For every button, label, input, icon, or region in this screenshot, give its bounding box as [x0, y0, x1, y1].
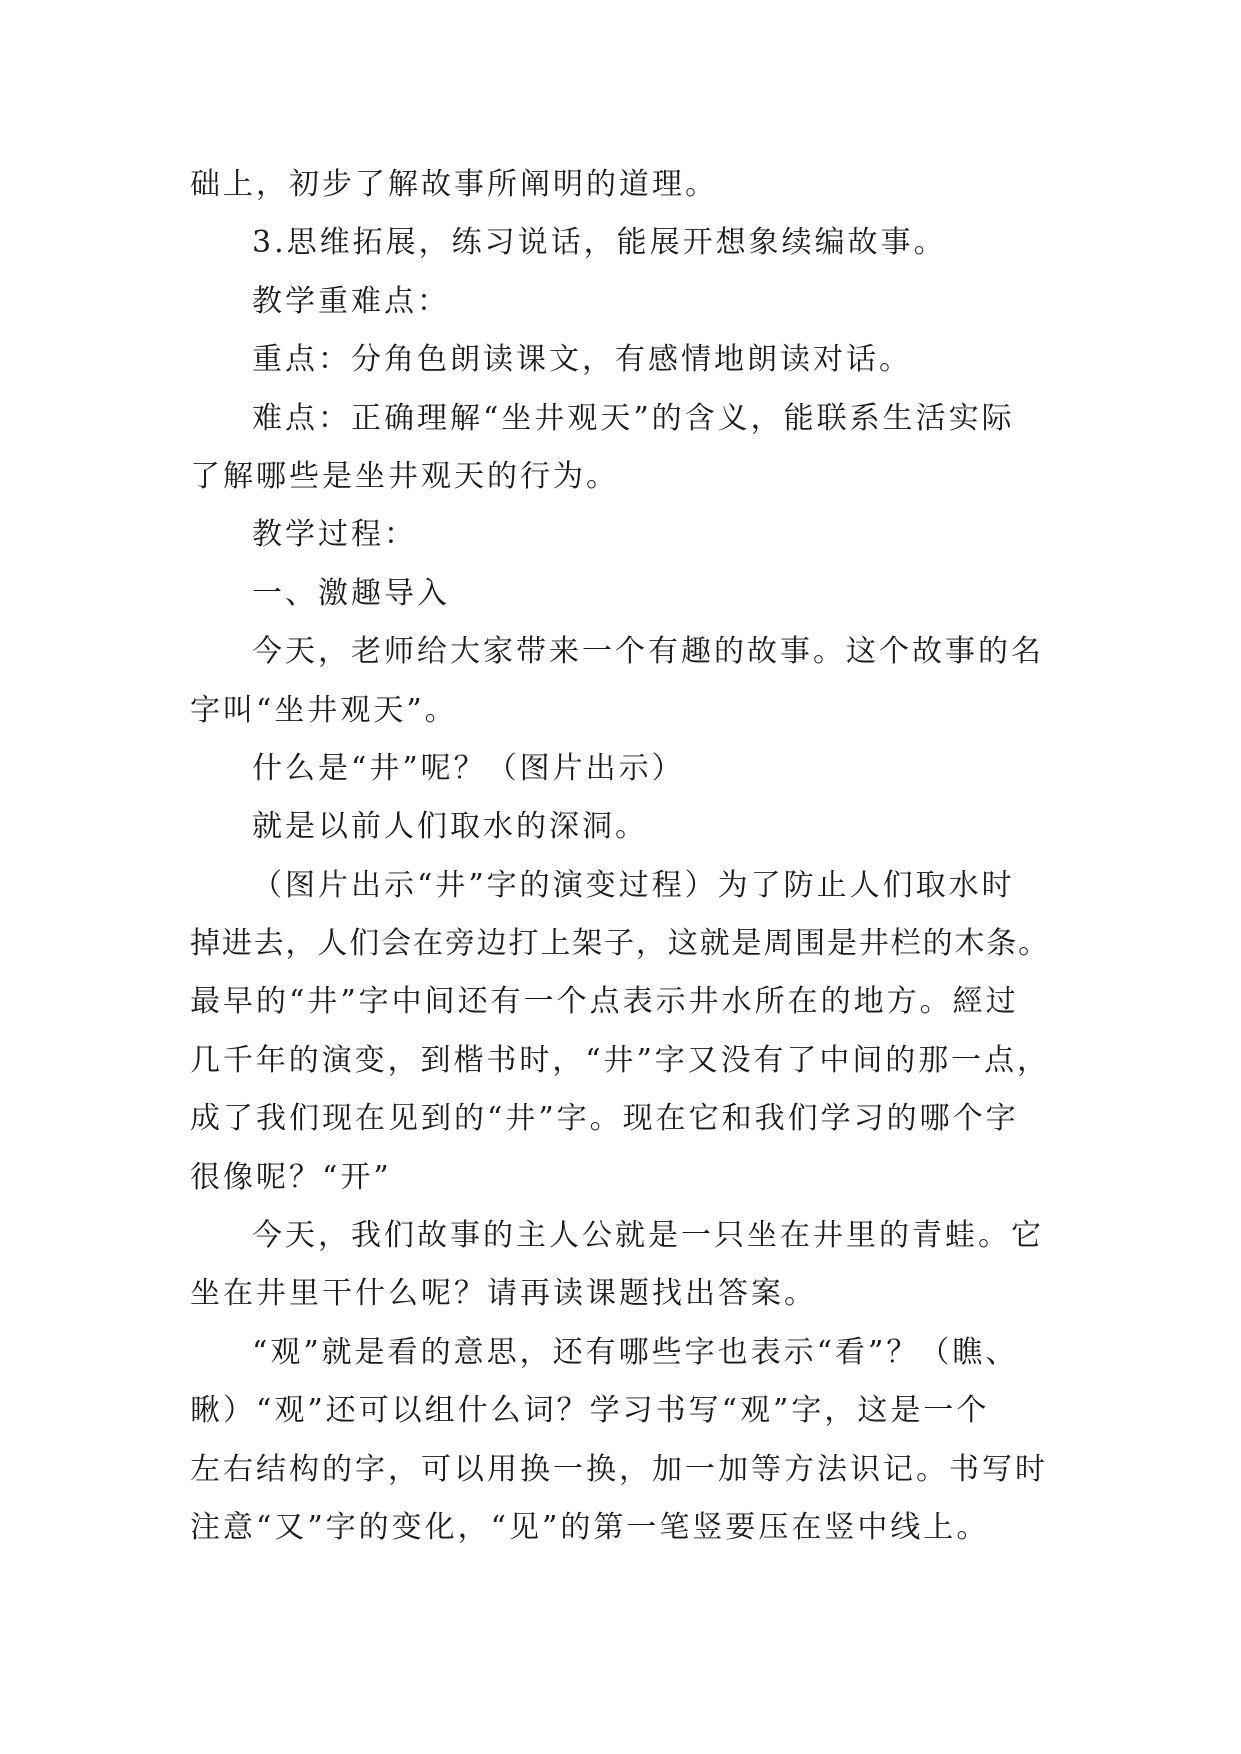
- section-heading: 教学过程：: [252, 517, 417, 553]
- document-body: [190, 156, 1050, 1557]
- text-line: 几千年的演变，到楷书时，“井”字又没有了中间的那一点，: [190, 1042, 1050, 1078]
- text-line: 最早的“井”字中间还有一个点表示井水所在的地方。經过: [190, 984, 1019, 1020]
- text-line: 掉进去，人们会在旁边打上架子，这就是周围是井栏的木条。: [190, 926, 1050, 962]
- text-line: 左右结构的字，可以用换一换，加一加等方法识记。书写时: [190, 1451, 1048, 1487]
- text-line: （图片出示“井”字的演变过程）为了防止人们取水时: [252, 867, 1015, 903]
- text-line: 什么是“井”呢？（图片出示）: [252, 750, 685, 786]
- text-line: 重点：分角色朗读课文，有感情地朗读对话。: [252, 342, 912, 378]
- text-line: 础上，初步了解故事所阐明的道理。: [190, 167, 718, 202]
- text-line: 3.思维拓展，练习说话，能展开想象续编故事。: [252, 225, 947, 261]
- text-line: 难点：正确理解“坐井观天”的含义，能联系生活实际: [252, 400, 1015, 436]
- text-line: 成了我们现在见到的“井”字。现在它和我们学习的哪个字: [190, 1101, 1019, 1137]
- section-heading: 教学重难点：: [252, 283, 450, 319]
- text-line: 了解哪些是坐井观天的行为。: [190, 458, 619, 494]
- text-line: 瞅）“观”还可以组什么词？学习书写“观”字，这是一个: [190, 1393, 990, 1429]
- text-line: 坐在井里干什么呢？请再读课题找出答案。: [190, 1276, 817, 1312]
- text-line: 字叫“坐井观天”。: [190, 692, 458, 728]
- text-line: 注意“又”字的变化，“见”的第一笔竖要压在竖中线上。: [190, 1509, 990, 1545]
- section-heading: 一、激趣导入: [252, 575, 450, 611]
- text-line: 就是以前人们取水的深洞。: [252, 809, 648, 845]
- text-line: 很像呢？“开”: [190, 1159, 392, 1195]
- text-line: 今天，我们故事的主人公就是一只坐在井里的青蛙。它: [252, 1218, 1044, 1254]
- text-line: “观”就是看的意思，还有哪些字也表示“看”？（瞧、: [252, 1334, 1019, 1370]
- text-line: 今天，老师给大家带来一个有趣的故事。这个故事的名: [252, 634, 1044, 670]
